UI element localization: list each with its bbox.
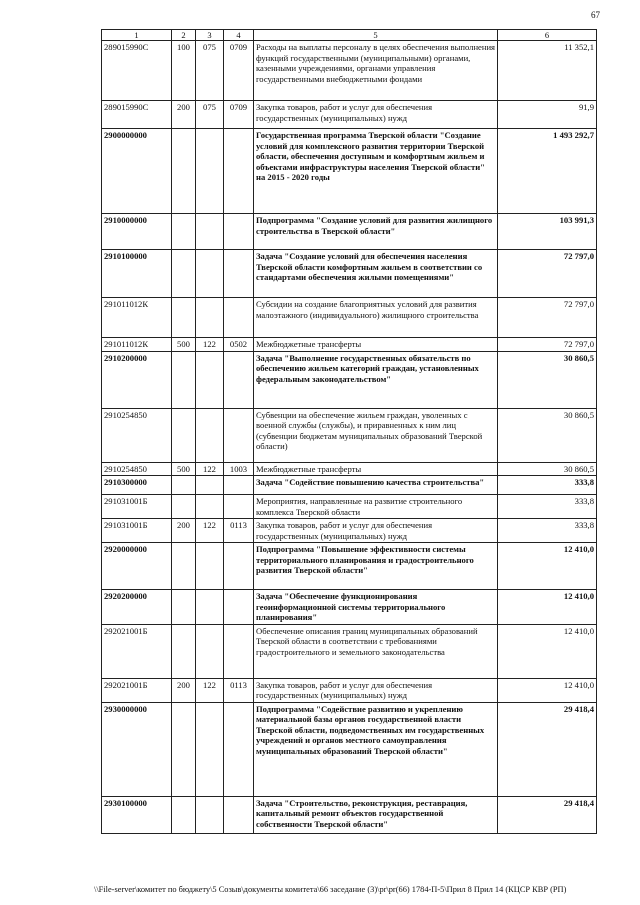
row-name: Межбюджетные трансферты xyxy=(254,338,498,351)
row-code: 2910000000 xyxy=(102,214,172,250)
header-col-2: 2 xyxy=(172,30,196,41)
row-rz: 0502 xyxy=(224,338,254,351)
table-row xyxy=(102,408,597,462)
row-amount: 1 493 292,7 xyxy=(498,129,597,214)
header-col-6: 6 xyxy=(498,30,597,41)
row-code: 292021001Б xyxy=(102,624,172,678)
row-amount: 333,8 xyxy=(498,495,597,519)
row-code: 2910300000 xyxy=(102,476,172,495)
table-row xyxy=(102,338,597,351)
row-rz: 1003 xyxy=(224,462,254,475)
row-name: Межбюджетные трансферты xyxy=(254,462,498,475)
row-rz xyxy=(224,702,254,796)
row-amount: 72 797,0 xyxy=(498,338,597,351)
row-amount: 103 991,3 xyxy=(498,214,597,250)
row-grbs: 075 xyxy=(196,41,224,101)
row-code: 291031001Б xyxy=(102,495,172,519)
footer-file-path: \\File-server\комитет по бюджету\5 Созыв\документы комитета\66 заседание (3)\pr\pr(66) 1784-П-5\Прил 8 Прил 14 (КЦСР КВР (РП) xyxy=(94,885,567,894)
table-row xyxy=(102,351,597,408)
row-grbs xyxy=(196,702,224,796)
table-row xyxy=(102,702,597,796)
row-code: 2920200000 xyxy=(102,590,172,624)
table-row xyxy=(102,41,597,101)
row-kvr xyxy=(172,214,196,250)
row-kvr xyxy=(172,476,196,495)
row-grbs: 122 xyxy=(196,678,224,702)
table-row xyxy=(102,519,597,543)
row-grbs: 122 xyxy=(196,338,224,351)
table-row xyxy=(102,214,597,250)
row-grbs xyxy=(196,351,224,408)
row-code: 2930100000 xyxy=(102,796,172,833)
row-name: Закупка товаров, работ и услуг для обеспечения государственных (муниципальных) нужд xyxy=(254,101,498,129)
row-kvr: 500 xyxy=(172,462,196,475)
header-col-4: 4 xyxy=(224,30,254,41)
row-name: Обеспечение описания границ муниципальных образований Тверской области в соответствии с требованиями градостроительного и земельного законодательства xyxy=(254,624,498,678)
row-kvr xyxy=(172,408,196,462)
row-kvr xyxy=(172,298,196,338)
row-amount: 12 410,0 xyxy=(498,624,597,678)
row-kvr xyxy=(172,702,196,796)
row-rz xyxy=(224,543,254,590)
row-name: Государственная программа Тверской области "Создание условий для комплексного развития территории Тверской области, обеспечения доступным и комфортным жильем и объектами инфраструктуры населения Тверской области" на 2015 - 2020 годы xyxy=(254,129,498,214)
table-row xyxy=(102,624,597,678)
row-grbs xyxy=(196,298,224,338)
header-col-1: 1 xyxy=(102,30,172,41)
table-row xyxy=(102,129,597,214)
row-rz: 0113 xyxy=(224,519,254,543)
row-rz: 0113 xyxy=(224,678,254,702)
row-kvr xyxy=(172,624,196,678)
row-rz xyxy=(224,298,254,338)
row-kvr xyxy=(172,590,196,624)
row-grbs xyxy=(196,590,224,624)
row-grbs: 122 xyxy=(196,519,224,543)
row-name: Субвенции на обеспечение жильем граждан, уволенных с военной службы (службы), и приравненных к ним лиц (субвенции бюджетам муниципальных образований Тверской области) xyxy=(254,408,498,462)
row-rz xyxy=(224,796,254,833)
row-rz xyxy=(224,408,254,462)
row-rz xyxy=(224,351,254,408)
row-kvr xyxy=(172,495,196,519)
table-row xyxy=(102,462,597,475)
row-grbs xyxy=(196,624,224,678)
row-rz: 0709 xyxy=(224,41,254,101)
row-amount: 29 418,4 xyxy=(498,702,597,796)
row-code: 289015990С xyxy=(102,101,172,129)
row-rz xyxy=(224,495,254,519)
row-grbs xyxy=(196,214,224,250)
row-name: Подпрограмма "Содействие развитию и укреплению материальной базы органов государственной власти Тверской области, подведомственных им государственных учреждений и органов местного самоуправления муниципальных образований Тверской области" xyxy=(254,702,498,796)
table-row xyxy=(102,101,597,129)
page-number: 67 xyxy=(591,10,600,20)
row-grbs xyxy=(196,476,224,495)
row-name: Подпрограмма "Создание условий для развития жилищного строительства в Тверской области" xyxy=(254,214,498,250)
row-grbs xyxy=(196,250,224,298)
row-kvr: 500 xyxy=(172,338,196,351)
row-amount: 72 797,0 xyxy=(498,298,597,338)
row-kvr xyxy=(172,543,196,590)
header-row xyxy=(102,30,597,41)
row-name: Расходы на выплаты персоналу в целях обеспечения выполнения функций государственными (муниципальными) органами, казенными учреждениями, органами управления государственными внебюджетными фондами xyxy=(254,41,498,101)
row-code: 292021001Б xyxy=(102,678,172,702)
row-amount: 30 860,5 xyxy=(498,462,597,475)
row-code: 291011012К xyxy=(102,338,172,351)
row-name: Подпрограмма "Повышение эффективности системы территориального планирования и градостроительного развития Тверской области" xyxy=(254,543,498,590)
row-rz: 0709 xyxy=(224,101,254,129)
row-grbs: 122 xyxy=(196,462,224,475)
row-code: 2900000000 xyxy=(102,129,172,214)
table-row xyxy=(102,298,597,338)
row-name: Субсидии на создание благоприятных условий для развития малоэтажного (индивидуального) жилищного строительства xyxy=(254,298,498,338)
row-rz xyxy=(224,250,254,298)
row-code: 2920000000 xyxy=(102,543,172,590)
row-rz xyxy=(224,214,254,250)
table-row xyxy=(102,590,597,624)
row-grbs: 075 xyxy=(196,101,224,129)
row-grbs xyxy=(196,495,224,519)
row-amount: 30 860,5 xyxy=(498,351,597,408)
table-body xyxy=(102,41,597,833)
table-row xyxy=(102,796,597,833)
row-amount: 29 418,4 xyxy=(498,796,597,833)
row-code: 2930000000 xyxy=(102,702,172,796)
row-name: Задача "Содействие повышению качества строительства" xyxy=(254,476,498,495)
row-name: Задача "Создание условий для обеспечения населения Тверской области комфортным жильем в соответствии со стандартами обеспечения жилыми помещениями" xyxy=(254,250,498,298)
table-row xyxy=(102,250,597,298)
header-col-5: 5 xyxy=(254,30,498,41)
row-rz xyxy=(224,129,254,214)
row-name: Закупка товаров, работ и услуг для обеспечения государственных (муниципальных) нужд xyxy=(254,519,498,543)
row-rz xyxy=(224,590,254,624)
row-code: 289015990С xyxy=(102,41,172,101)
row-amount: 333,8 xyxy=(498,476,597,495)
row-name: Мероприятия, направленные на развитие строительного комплекса Тверской области xyxy=(254,495,498,519)
row-grbs xyxy=(196,408,224,462)
row-grbs xyxy=(196,129,224,214)
row-rz xyxy=(224,624,254,678)
table-row xyxy=(102,678,597,702)
row-code: 2910100000 xyxy=(102,250,172,298)
row-kvr: 100 xyxy=(172,41,196,101)
row-code: 2910254850 xyxy=(102,462,172,475)
row-code: 291031001Б xyxy=(102,519,172,543)
row-name: Закупка товаров, работ и услуг для обеспечения государственных (муниципальных) нужд xyxy=(254,678,498,702)
row-kvr: 200 xyxy=(172,678,196,702)
row-amount: 12 410,0 xyxy=(498,590,597,624)
row-amount: 30 860,5 xyxy=(498,408,597,462)
row-grbs xyxy=(196,543,224,590)
row-amount: 12 410,0 xyxy=(498,543,597,590)
row-kvr: 200 xyxy=(172,101,196,129)
row-kvr xyxy=(172,250,196,298)
row-amount: 91,9 xyxy=(498,101,597,129)
row-amount: 72 797,0 xyxy=(498,250,597,298)
header-col-3: 3 xyxy=(196,30,224,41)
row-rz xyxy=(224,476,254,495)
row-code: 2910200000 xyxy=(102,351,172,408)
row-kvr: 200 xyxy=(172,519,196,543)
row-code: 2910254850 xyxy=(102,408,172,462)
table-row xyxy=(102,495,597,519)
row-name: Задача "Выполнение государственных обязательств по обеспечению жильем категорий граждан, установленных федеральным законодательством" xyxy=(254,351,498,408)
row-name: Задача "Строительство, реконструкция, реставрация, капитальный ремонт объектов государственной собственности Тверской области" xyxy=(254,796,498,833)
row-amount: 11 352,1 xyxy=(498,41,597,101)
table-row xyxy=(102,476,597,495)
row-kvr xyxy=(172,796,196,833)
row-kvr xyxy=(172,129,196,214)
row-name: Задача "Обеспечение функционирования геоинформационной системы территориального планирования" xyxy=(254,590,498,624)
row-kvr xyxy=(172,351,196,408)
table-row xyxy=(102,543,597,590)
row-amount: 333,8 xyxy=(498,519,597,543)
row-amount: 12 410,0 xyxy=(498,678,597,702)
row-grbs xyxy=(196,796,224,833)
budget-table xyxy=(101,29,597,834)
row-code: 291011012К xyxy=(102,298,172,338)
